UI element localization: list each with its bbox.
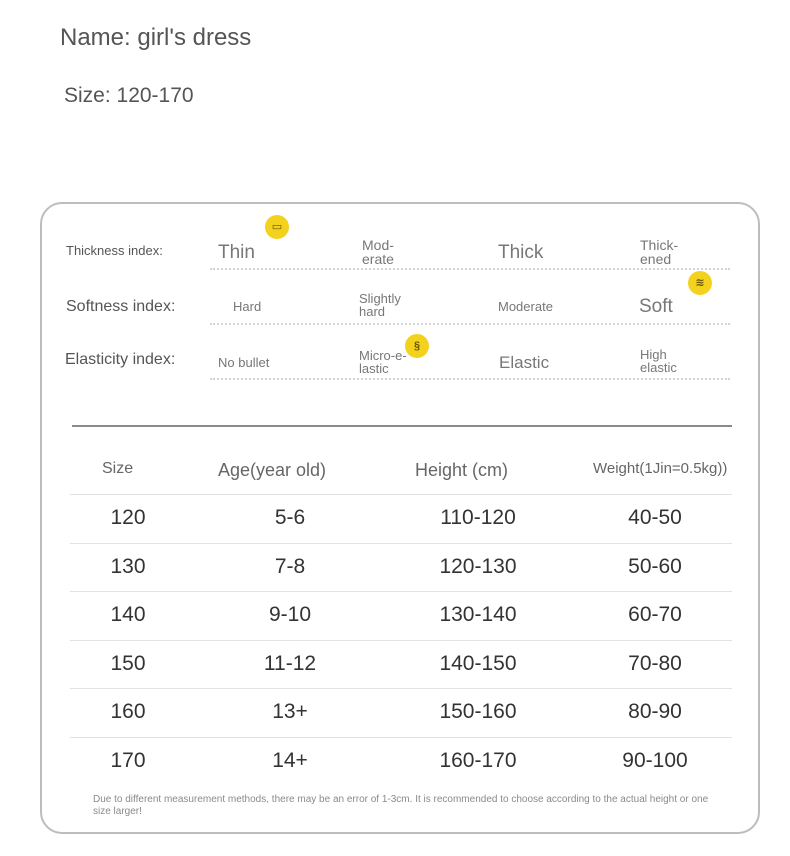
cell-age: 7-8 bbox=[274, 554, 306, 578]
softness-option: Hard bbox=[233, 299, 262, 314]
softness-option: Slightly hard bbox=[359, 291, 401, 319]
cell-weight: 90-100 bbox=[622, 748, 688, 772]
elasticity-label: Elasticity index: bbox=[65, 351, 176, 368]
cell-height: 110-120 bbox=[440, 506, 516, 529]
cell-height: 160-170 bbox=[439, 748, 517, 772]
table-top-rule bbox=[72, 425, 732, 427]
cell-weight: 50-60 bbox=[628, 554, 682, 578]
thickness-option: Thick bbox=[498, 242, 544, 263]
cell-size: 150 bbox=[110, 651, 146, 675]
header-age: Age(year old) bbox=[218, 460, 327, 480]
thickness-option: Thick- ened bbox=[640, 237, 679, 267]
cell-age: 9-10 bbox=[268, 603, 312, 626]
thickness-dotted-line bbox=[210, 268, 730, 270]
cell-size: 130 bbox=[110, 554, 146, 578]
product-name: Name: girl's dress bbox=[60, 24, 252, 51]
cell-size: 120 bbox=[110, 506, 146, 529]
cell-size: 160 bbox=[110, 700, 146, 723]
cell-height: 120-130 bbox=[439, 554, 517, 578]
cell-height: 140-150 bbox=[439, 651, 517, 675]
header-size: Size bbox=[102, 460, 134, 477]
cell-age: 14+ bbox=[272, 748, 308, 772]
cell-age: 13+ bbox=[272, 700, 308, 723]
cell-size: 140 bbox=[110, 603, 146, 626]
elasticity-option: Micro-e- lastic bbox=[359, 348, 407, 376]
elasticity-option: Elastic bbox=[499, 353, 550, 372]
cell-age: 11-12 bbox=[263, 651, 317, 675]
softness-dotted-line bbox=[210, 323, 730, 325]
header-height: Height (cm) bbox=[415, 460, 509, 480]
elasticity-dotted-line bbox=[210, 378, 730, 380]
row-divider bbox=[70, 543, 732, 544]
row-divider bbox=[70, 640, 732, 641]
row-divider bbox=[70, 737, 732, 738]
elasticity-option: No bullet bbox=[218, 355, 270, 370]
cell-height: 150-160 bbox=[439, 700, 517, 723]
row-divider bbox=[70, 591, 732, 592]
thickness-option: Mod- erate bbox=[362, 237, 394, 267]
cell-age: 5-6 bbox=[274, 506, 306, 529]
cell-weight: 70-80 bbox=[628, 651, 682, 675]
spring-icon: § bbox=[405, 334, 429, 358]
softness-option: Moderate bbox=[498, 299, 553, 314]
row-divider bbox=[70, 494, 732, 495]
cell-weight: 60-70 bbox=[628, 603, 682, 626]
cell-height: 130-140 bbox=[439, 603, 517, 626]
softness-label: Softness index: bbox=[66, 298, 176, 315]
size-range: Size: 120-170 bbox=[64, 84, 194, 107]
ruler-icon: ▭ bbox=[265, 215, 289, 239]
softness-option: Soft bbox=[639, 296, 673, 317]
cell-weight: 80-90 bbox=[628, 700, 682, 723]
row-divider bbox=[70, 688, 732, 689]
elasticity-option: High elastic bbox=[640, 347, 677, 375]
header-weight: Weight(1Jin=0.5kg)) bbox=[593, 460, 728, 477]
thickness-label: Thickness index: bbox=[66, 243, 163, 258]
wave-icon: ≋ bbox=[688, 271, 712, 295]
thickness-option: Thin bbox=[218, 242, 255, 263]
measurement-note: Due to different measurement methods, there may be an error of 1-3cm. It is recommended to choose according to the actual height or one size larger! bbox=[93, 794, 709, 817]
cell-weight: 40-50 bbox=[628, 506, 682, 529]
cell-size: 170 bbox=[110, 748, 146, 772]
